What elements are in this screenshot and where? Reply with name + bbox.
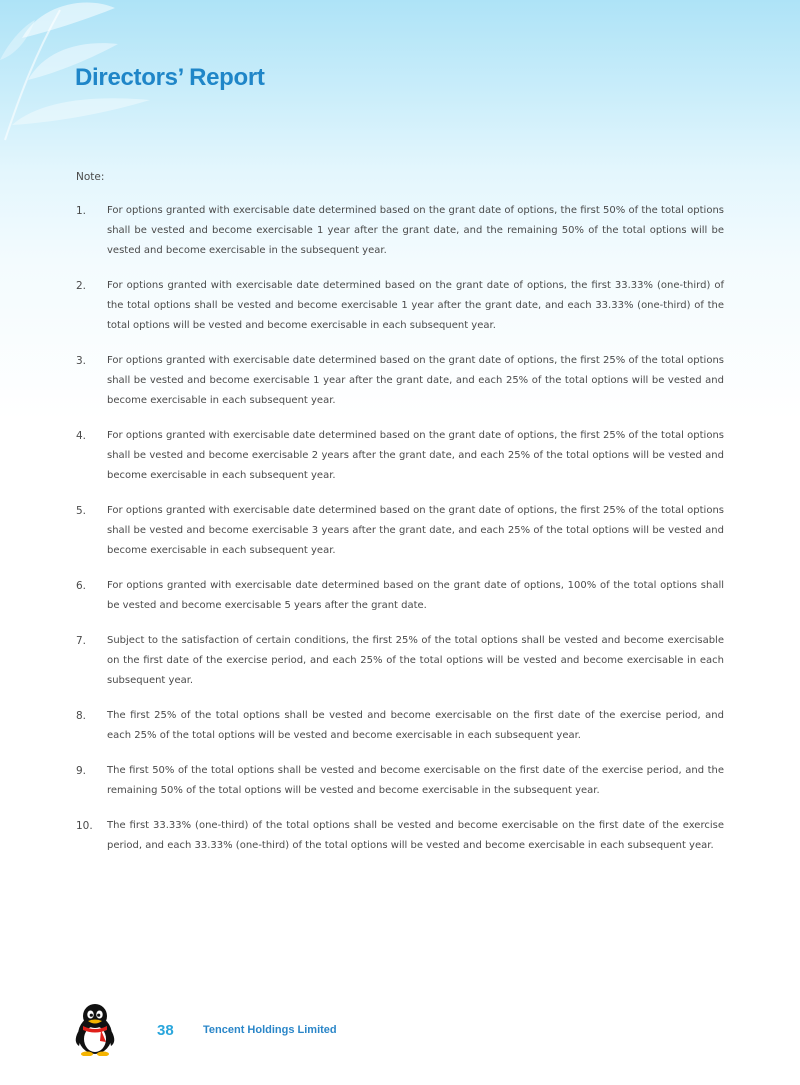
- note-number: 1.: [76, 205, 87, 217]
- note-text: For options granted with exercisable date determined based on the grant date of options, the first 50% of the total options shall be vested and become exercisable 1 year after the grant date, and the remaining 50% of the total options will be vested and become exercisable in the subsequent year.: [107, 205, 724, 256]
- list-item: [76, 426, 724, 486]
- company-name: Tencent Holdings Limited: [203, 1024, 337, 1036]
- note-text: For options granted with exercisable date determined based on the grant date of options, the first 25% of the total options shall be vested and become exercisable 2 years after the grant date, and each 25% of the total options will be vested and become exercisable in each subsequent year.: [107, 430, 724, 481]
- list-item: [76, 351, 724, 411]
- note-number: 9.: [76, 765, 87, 777]
- note-text: For options granted with exercisable date determined based on the grant date of options, 100% of the total options shall be vested and become exercisable 5 years after the grant date.: [107, 580, 724, 611]
- penguin-mascot-icon: [73, 1002, 117, 1056]
- list-item: [76, 501, 724, 561]
- list-item: [76, 276, 724, 336]
- list-item: [76, 201, 724, 261]
- note-text: The first 25% of the total options shall be vested and become exercisable on the first date of the exercise period, and each 25% of the total options will be vested and become exercisable in each subsequent year.: [107, 710, 724, 741]
- notes-list: [76, 201, 724, 871]
- note-number: 2.: [76, 280, 87, 292]
- note-number: 4.: [76, 430, 87, 442]
- note-text: The first 50% of the total options shall be vested and become exercisable on the first date of the exercise period, and the remaining 50% of the total options will be vested and become exercisable in the subsequent year.: [107, 765, 724, 796]
- list-item: [76, 706, 724, 746]
- note-number: 6.: [76, 580, 87, 592]
- note-number: 7.: [76, 635, 87, 647]
- note-text: For options granted with exercisable date determined based on the grant date of options, the first 33.33% (one-third) of the total options shall be vested and become exercisable 1 year after the grant date, and each 33.33% (one-third) of the total options will be vested and become exercisable in each subsequent year.: [107, 280, 724, 331]
- note-number: 8.: [76, 710, 87, 722]
- page-footer: [0, 1000, 800, 1060]
- list-item: [76, 816, 724, 856]
- note-text: The first 33.33% (one-third) of the total options shall be vested and become exercisable on the first date of the exercise period, and each 33.33% (one-third) of the total options will be vested and become exercisable in each subsequent year.: [107, 820, 724, 851]
- note-text: For options granted with exercisable date determined based on the grant date of options, the first 25% of the total options shall be vested and become exercisable 1 year after the grant date, and each 25% of the total options will be vested and become exercisable in each subsequent year.: [107, 355, 724, 406]
- list-item: [76, 631, 724, 691]
- note-number: 5.: [76, 505, 87, 517]
- note-number: 3.: [76, 355, 87, 367]
- note-label: Note:: [76, 171, 105, 183]
- list-item: [76, 761, 724, 801]
- page-title: Directors’ Report: [75, 64, 265, 91]
- note-number: 10.: [76, 820, 93, 832]
- note-text: For options granted with exercisable date determined based on the grant date of options, the first 25% of the total options shall be vested and become exercisable 3 years after the grant date, and each 25% of the total options will be vested and become exercisable in each subsequent year.: [107, 505, 724, 556]
- note-text: Subject to the satisfaction of certain conditions, the first 25% of the total options shall be vested and become exercisable on the first date of the exercise period, and each 25% of the total options will be vested and become exercisable in each subsequent year.: [107, 635, 724, 686]
- list-item: [76, 576, 724, 616]
- page-number: 38: [157, 1022, 174, 1039]
